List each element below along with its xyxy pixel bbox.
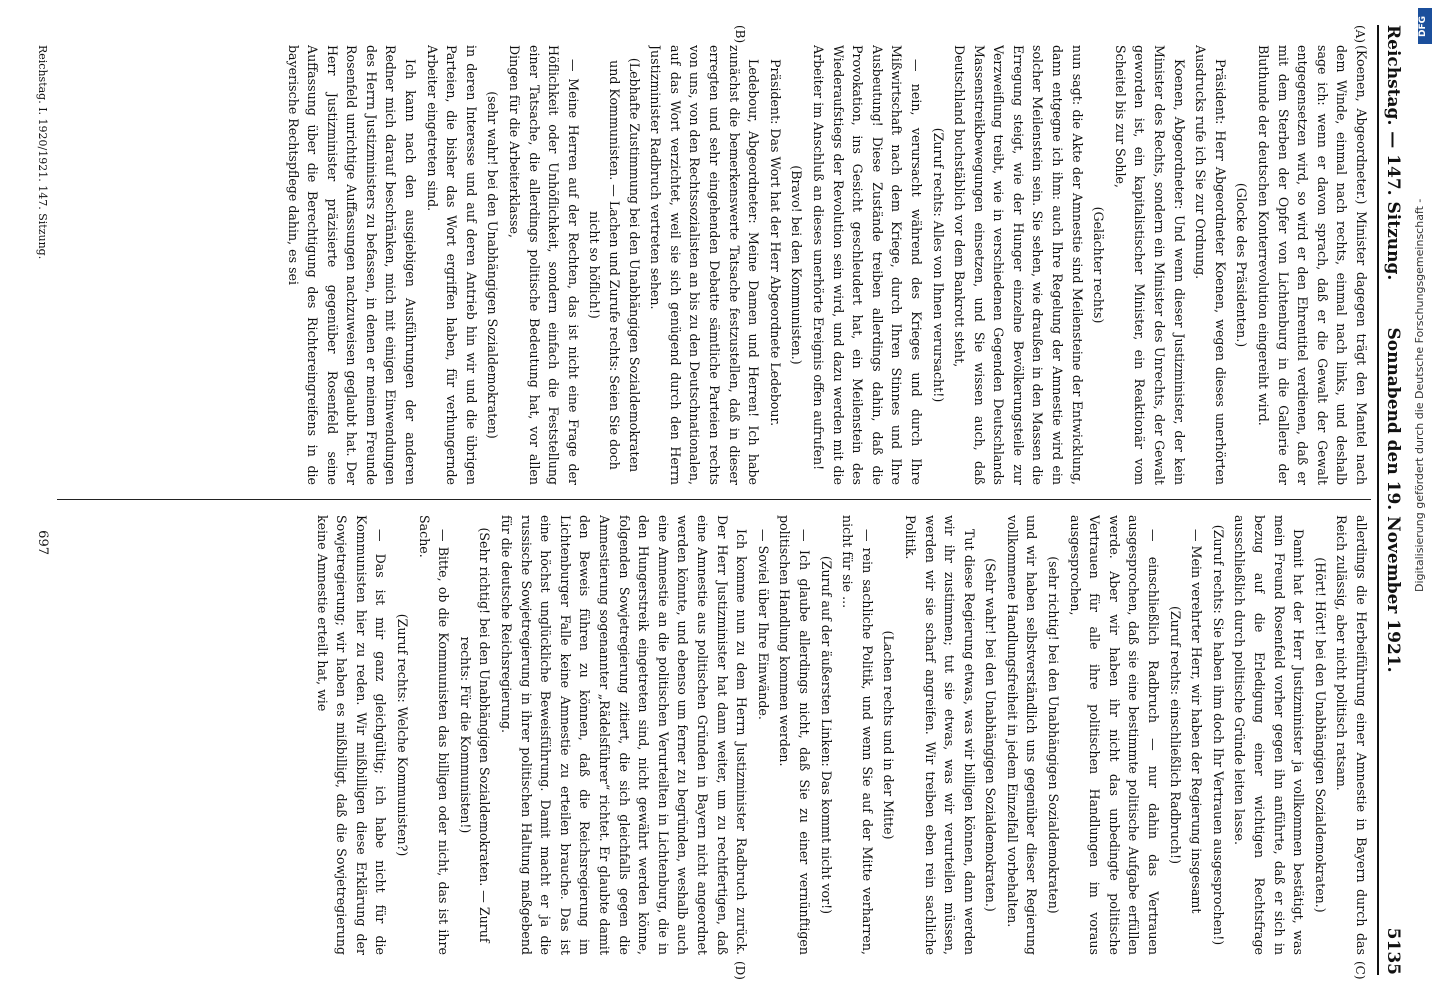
paragraph: — einschließlich Radbruch — nur dahin das Vertrauen ausgesprochen, daß sie eine bestimmte politische Aufgabe erfüllen werde. Aber wir haben ihr nicht das unbedingte politische Vertrauen für alle ihre politischen Handlungen im voraus ausgesprochen, — [1067, 515, 1162, 955]
rotated-page — [27, 15, 1407, 985]
left-column — [57, 45, 1371, 485]
margin-mark-d: (D) — [733, 961, 747, 980]
paragraph: Präsident: Herr Abgeordneter Koenen, wegen dieses unerhörten Ausdrucks rufe ich Sie zur Ordnung. — [1193, 45, 1228, 485]
paragraph: — Soviel über Ihre Einwände. — [755, 529, 771, 720]
paragraph: (Koenen, Abgeordneter.) Minister dagegen trägt den Mantel nach dem Winde, einmal nach rechts, einmal nach links, und deshalb sage ich: wenn er davon sprach, daß er die Gewalt der Gewalt entgegensetzen wird, so wird er den Ehrentitel verdienen, daß er mit dem Sterben der Opfer von Lichtenburg in die Gallerie der Bluthunde der deutschen Konterrevolution eingereiht wird. — [1256, 45, 1369, 485]
paragraph: Präsident: Das Wort hat der Herr Abgeordnete Ledebour. — [767, 59, 783, 427]
paragraph: — Ich glaube allerdings nicht, daß Sie zu einer vernünftigen politischen Handlung kommen werden. — [777, 515, 812, 955]
paragraph: in deren Interesse und auf deren Antrieb hin wir und die übrigen Parteien, die bisher das Wort ergriffen haben, für verhungernde Arbeiter eingetreten sind. — [424, 45, 479, 485]
paragraph: Ich kann nach den ausgiebigen Ausführungen der anderen Redner mich darauf beschränken, mich mit einigen Einwendungen des Herrn Justizministers zu befassen, in denen er meinem Freunde Rosenfeld unrichtige Auffassungen nachzuweisen geglaubt hat. Der Herr Justizminister präzisierte gegenüber Rosenfeld seine Auffassung über die Berechtigung des Richtereingreifens in die bayerische Rechtspflege dahin, es sei — [285, 45, 419, 485]
header-left: Reichstag. — 147. Sitzung. — [1383, 25, 1403, 281]
interjection: (Zuruf auf der äußersten Linken: Das kommt nicht vor!) — [818, 555, 834, 915]
interjection: (Lebhafte Zustimmung bei den Unabhängigen Sozialdemokraten und Kommunisten. — Lachen und Zurufe rechts: Seien Sie doch nicht so höflich!) — [587, 57, 642, 473]
paragraph: — Bitte, ob die Kommunisten das billigen oder nicht, das ist ihre Sache. — [416, 515, 452, 955]
paragraph: — Das ist mir ganz gleichgültig; ich habe nicht für die Kommunisten hier zu reden. Wir mißbilligen diese Erklärung der Sowjetregierung; wir haben es mißbilligt, daß die Sowjetregierung keine Amnestie erteilt hat, wie — [314, 515, 389, 955]
paragraph: nun sagt: die Akte der Amnestie sind Meilensteine der Entwicklung, dann entgegne ich ihm: auch Ihre Regelung der Amnestie wird ein solcher Meilenstein sein. Sie sehen, wie draußen in den Massen die Erregung steigt, wie der Hunger einzelne Bevölkerungsteile zur Verzweiflung treibt, wie in verschiedenen Gegenden Deutschlands Massenstreikbewegungen einsetzen, und Sie wissen auch, daß Deutschland buchstäblich vor dem Bankrott steht, — [952, 45, 1085, 485]
paragraph: — Mein verehrter Herr, wir haben der Regierung insgesamt — [1189, 529, 1205, 914]
page-footer — [31, 25, 53, 975]
paragraph: — Meine Herren auf der Rechten, das ist nicht eine Frage der Höflichkeit oder Unhöflichkeit, sondern einfach die Feststellung einer Tatsache, die allerdings politische Bedeutung hat, vor allen Dingen für die Arbeiterklasse, — [507, 45, 581, 485]
interjection: (sehr wahr! bei den Unabhängigen Sozialdemokraten) — [485, 91, 501, 439]
interjection: (Lachen rechts und in der Mitte) — [881, 630, 897, 840]
paragraph: Koenen, Abgeordneter: Und wenn dieser Justizminister, der kein Minister des Rechts, sondern ein Minister des Unrechts, der Gewalt geworden ist, ein kapitalistischer Minister, ein Reaktionär vom Scheitel bis zur Sohle, — [1112, 45, 1187, 485]
footer-session: Reichstag. I. 1920/1921. 147. Sitzung. — [36, 45, 49, 260]
page-number: 5135 — [1383, 927, 1403, 975]
interjection: (Zuruf rechts: Alles von Ihnen verursacht!) — [930, 127, 946, 403]
interjection: (Bravo! bei den Kommunisten.) — [789, 165, 805, 365]
paragraph: — rein sachliche Politik, und wenn Sie auf der Mitte verharren, nicht für sie ... — [840, 515, 875, 955]
interjection: (Glocke des Präsidenten.) — [1234, 182, 1250, 348]
paragraph: und wir haben selbstverständlich uns gegenüber dieser Regierung vollkommene Handlungsfreiheit in jedem Einzelfall vorbehalten. — [1004, 515, 1040, 955]
interjection: (Zuruf rechts: einschließlich Radbruch!) — [1167, 605, 1183, 864]
paragraph: Ich komme nun zu dem Herrn Justizminister Radbruch zurück. Der Herr Justizminister hat dann weiter, um zu rechtfertigen, daß eine Amnestie aus politischen Gründen in Bayern nicht angeordnet werden könnte, und ebenso um ferner zu begründen, weshalb auch eine Amnestie an die politischen Verurteilten in Lichtenburg, die in den Hungerstreik eingetreten sind, nicht gewährt werden könne, folgenden Sowjetregierung zitiert, die sich gleichfalls gegen die Amnestierung sogenannter „Rädelsführer“ richtet. Er glaubte damit den Beweis führen zu können, daß die Reichsregierung im Lichtenburger Falle keine Amnestie zu erteilen brauche. Das ist eine höchst unglückliche Beweisführung. Damit macht er ja die russische Sowjetregierung in ihrer politischen Haltung maßgebend für die deutsche Reichsregierung. — [499, 515, 750, 955]
margin-mark-a: (A) — [1353, 25, 1367, 44]
interjection: (Zuruf rechts: Welche Kommunisten?) — [395, 613, 411, 857]
right-column — [57, 515, 1371, 955]
header-date: Sonnabend den 19. November 1921. — [1383, 327, 1403, 673]
column-divider — [57, 499, 1371, 500]
paragraph: — nein, verursacht während des Krieges und durch Ihre Mißwirtschaft nach dem Kriege, durch Ihren Stinnes und Ihre Ausbeutung! Diese Zustände treiben allerdings dahin, daß die Provokation, ins Gesicht geschleudert hat, ein Meilenstein des Wiederaufstiegs der Revolution sein wird, und dazu werden mit die Arbeiter im Anschluß an dieses unerhörte Ereignis offen aufrufen! — [810, 45, 924, 485]
paragraph: Damit hat der Herr Justizminister ja vollkommen bestätigt, was mein Freund Rosenfeld vorher gegen ihn anführte, daß er sich in bezug auf die Erledigung einer wichtigen Rechtsfrage ausschließlich durch politische Gründe leiten lasse. — [1232, 515, 1307, 955]
margin-mark-c: (C) — [1353, 961, 1367, 980]
interjection: (Hört! Hört! bei den Unabhängigen Sozialdemokraten.) — [1312, 557, 1328, 913]
paragraph: Tut diese Regierung etwas, was wir billigen können, dann werden wir ihr zustimmen; tut sie etwas, was wir verurteilen müssen, werden wir sie scharf angreifen. Wir treiben eben rein sachliche Politik. — [902, 515, 977, 955]
sheet-number: 697 — [35, 530, 50, 555]
dfg-logo: DFG — [1418, 8, 1432, 44]
paragraph: allerdings die Herbeiführung einer Amnestie in Bayern durch das Reich zulässig, aber nicht politisch ratsam. — [1334, 515, 1369, 955]
digitization-credit: Digitalisierung gefördert durch die Deutsche Forschungsgemeinschaft - — [1413, 198, 1426, 592]
paragraph: Ledebour, Abgeordneter: Meine Damen und Herren! Ich habe zunächst die bemerkenswerte Tatsache festzustellen, daß in dieser erregten und sehr eingehenden Debatte sämtliche Parteien rechts von uns, von den Rechtssozialisten an bis zu den Deutschnationalen, auf das Wort verzichtet, weil sie sich genügend durch den Herrn Justizminister Radbruch vertreten sehen. — [648, 45, 762, 485]
interjection: (sehr richtig! bei den Unabhängigen Sozialdemokraten) — [1046, 556, 1062, 914]
page-header — [1377, 25, 1407, 975]
interjection: (Sehr wahr! bei den Unabhängigen Sozialdemokraten.) — [983, 558, 999, 912]
interjection: (Zuruf rechts: Sie haben ihm doch Ihr Vertrauen ausgesprochen!) — [1210, 524, 1226, 946]
interjection: (Gelächter rechts) — [1091, 206, 1107, 324]
interjection: (Sehr richtig! bei den Unabhängigen Sozialdemokraten. — Zuruf rechts: Für die Kommunisten!) — [457, 527, 493, 943]
margin-mark-b: (B) — [733, 25, 747, 44]
